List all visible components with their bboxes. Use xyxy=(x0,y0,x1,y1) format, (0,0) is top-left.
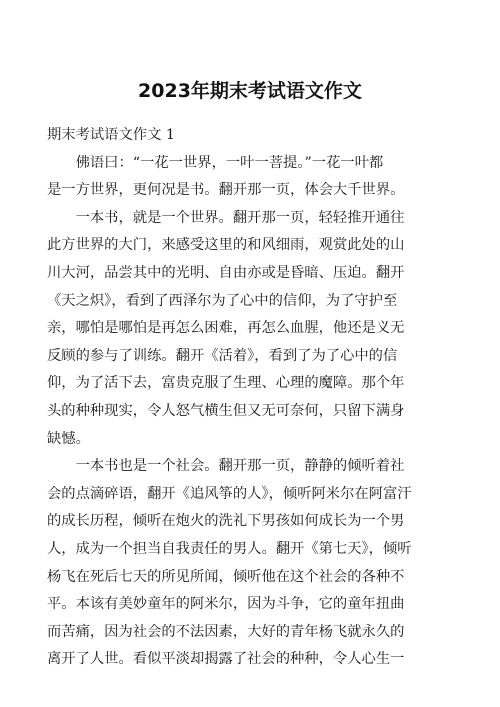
text-line: 平。本该有美妙童年的阿米尔，因为斗争，它的童年扭曲 xyxy=(47,596,405,613)
text-line: 一本书也是一个社会。翻开那一页，静静的倾听着社 xyxy=(75,458,405,475)
text-line: 亲，哪怕是哪怕是再怎么困难，再怎么血腥，他还是义无 xyxy=(47,320,405,337)
document-body xyxy=(47,122,433,674)
text-line: 《天之炽》，看到了西泽尔为了心中的信仰，为了守护至 xyxy=(47,292,398,309)
text-line: 杨飞在死后七天的所见所闻，倾听他在这个社会的各种不 xyxy=(47,568,405,585)
text-line: 反顾的参与了训练。翻开《活着》，看到了为了心中的信 xyxy=(47,347,398,364)
text-line: 缺憾。 xyxy=(47,430,90,447)
text-line: 佛语曰：“一花一世界，一叶一菩提。”一花一叶都 xyxy=(75,154,384,171)
text-line: 是一方世界，更何况是书。翻开那一页，体会大千世界。 xyxy=(47,182,405,199)
text-line: 此方世界的大门，来感受这里的和风细雨，观赏此处的山 xyxy=(47,237,405,254)
text-line: 离开了人世。看似平淡却揭露了社会的种种，令人心生一 xyxy=(47,651,405,668)
text-line: 头的种种现实，令人怒气横生但又无可奈何，只留下满身 xyxy=(47,402,405,419)
document-title: 2023年期末考试语文作文 xyxy=(138,80,362,102)
text-line: 人，成为一个担当自我责任的男人。翻开《第七天》，倾听 xyxy=(47,540,412,557)
text-line: 的成长历程，倾听在炮火的洗礼下男孩如何成长为一个男 xyxy=(47,513,405,530)
section-heading: 期末考试语文作文 1 xyxy=(47,127,176,143)
text-line: 仰，为了活下去，富贵克服了生理、心理的魔障。那个年 xyxy=(47,375,405,392)
text-line: 会的点滴碎语，翻开《追风筝的人》，倾听阿米尔在阿富汗 xyxy=(47,485,412,502)
text-line: 一本书，就是一个世界。翻开那一页，轻轻推开通往 xyxy=(75,209,405,226)
text-line: 而苦痛，因为社会的不法因素，大好的青年杨飞就永久的 xyxy=(47,623,405,640)
text-line: 川大河，品尝其中的光明、自由亦或是昏暗、压迫。翻开 xyxy=(47,264,405,281)
